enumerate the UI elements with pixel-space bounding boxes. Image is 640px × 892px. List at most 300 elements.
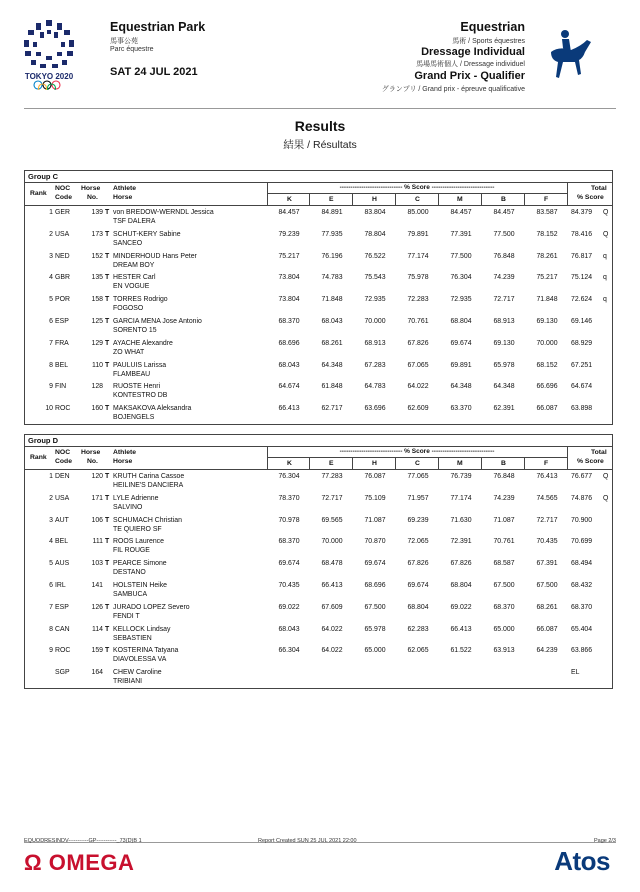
total-cell: 63.866 <box>571 647 593 655</box>
horse-cell: SEBASTIEN <box>113 634 152 642</box>
athlete-cell: von BREDOW-WERNDL Jessica <box>113 209 214 216</box>
athlete-cell: SCHUT-KERY Sabine <box>113 230 181 238</box>
col-pct-score: ----------------------------- % Score ----------------------------- <box>339 448 495 455</box>
table-row <box>25 250 612 272</box>
col-athlete: Athlete <box>113 449 137 456</box>
rank-cell: 8 <box>49 361 53 369</box>
table-row <box>25 579 612 601</box>
judge-score-cell: 66.413 <box>450 625 472 633</box>
col-judge-b: B <box>501 460 506 467</box>
judge-score-cell: 76.304 <box>278 473 300 480</box>
rank-cell: 4 <box>49 538 53 546</box>
judge-score-cell: 76.304 <box>450 274 472 282</box>
athlete-cell: ROOS Laurence <box>113 538 164 546</box>
event-name: Dressage Individual <box>421 46 525 58</box>
total-cell: 64.674 <box>571 383 593 391</box>
col-horse: Horse <box>81 449 101 456</box>
judge-score-cell: 68.913 <box>364 339 386 347</box>
judge-score-cell: 75.217 <box>536 274 558 282</box>
table-body <box>25 470 612 688</box>
col-total: Total <box>591 449 607 456</box>
rank-cell: 1 <box>49 473 53 480</box>
horse-cell: SORENTO 15 <box>113 326 157 334</box>
horse-cell: FIL ROUGE <box>113 547 150 555</box>
judge-score-cell: 68.043 <box>278 625 300 633</box>
rank-cell: 9 <box>49 647 53 655</box>
judge-score-cell: 62.283 <box>407 625 429 633</box>
judge-score-cell: 66.087 <box>536 625 558 633</box>
col-judge-h: H <box>372 460 377 467</box>
judge-score-cell: 79.239 <box>278 230 300 238</box>
judge-score-cell: 68.043 <box>321 317 343 325</box>
judge-score-cell: 69.674 <box>278 560 300 568</box>
horse-no-cell: 139 <box>91 209 103 216</box>
judge-score-cell: 67.500 <box>364 603 386 611</box>
judge-score-cell: 71.630 <box>450 516 472 524</box>
total-cell: 74.876 <box>571 494 593 502</box>
total-cell: EL <box>571 669 580 677</box>
judge-score-cell: 67.826 <box>407 560 429 568</box>
venue-name-fr: Parc équestre <box>110 46 154 53</box>
col-total-score: % Score <box>577 194 604 201</box>
col-pct-score: ----------------------------- % Score ----------------------------- <box>339 184 495 191</box>
page-title: Results <box>294 118 346 134</box>
judge-score-cell: 76.196 <box>321 252 343 260</box>
judge-score-cell: 79.891 <box>407 230 429 238</box>
col-judge-c: C <box>415 196 420 203</box>
judge-score-cell: 67.500 <box>536 581 558 589</box>
judge-score-cell: 68.261 <box>321 339 343 347</box>
sport-name: Equestrian <box>460 20 525 34</box>
athlete-cell: HOLSTEIN Heike <box>113 581 167 589</box>
total-cell: 75.124 <box>571 274 593 282</box>
judge-score-cell: 66.696 <box>536 383 558 391</box>
venue-name-ja: 馬事公苑 <box>110 38 138 45</box>
col-judge-m: M <box>457 460 463 467</box>
team-marker-cell: T <box>105 560 110 568</box>
judge-score-cell: 68.913 <box>493 317 515 325</box>
venue-name: Equestrian Park <box>110 20 206 34</box>
judge-score-cell: 77.065 <box>407 473 429 480</box>
team-marker-cell: T <box>105 274 110 282</box>
group-title: Group C <box>25 171 612 183</box>
rank-cell: 2 <box>49 494 53 502</box>
sport-name-translations: 馬術 / Sports équestres <box>452 38 525 45</box>
rank-cell: 7 <box>49 603 53 611</box>
judge-score-cell: 68.587 <box>493 560 515 568</box>
noc-cell: FIN <box>55 383 67 391</box>
qualification-cell: Q <box>603 473 609 480</box>
judge-score-cell: 66.413 <box>321 581 343 589</box>
horse-no-cell: 126 <box>91 603 103 611</box>
total-cell: 70.900 <box>571 516 593 524</box>
col-judge-e: E <box>329 196 334 203</box>
judge-score-cell: 72.717 <box>321 494 343 502</box>
judge-score-cell: 69.022 <box>278 603 300 611</box>
team-marker-cell: T <box>105 538 110 546</box>
judge-score-cell: 71.848 <box>536 296 558 304</box>
total-cell: 68.929 <box>571 339 593 347</box>
horse-no-cell: 125 <box>91 317 103 325</box>
team-marker-cell: T <box>105 252 110 260</box>
noc-cell: AUS <box>55 560 70 568</box>
table-row <box>25 470 612 492</box>
report-code: EQUODRESINDV-----------GP-----------_73(D)B 1 <box>24 838 142 844</box>
judge-score-cell: 68.370 <box>278 538 300 546</box>
judge-score-cell: 72.391 <box>450 538 472 546</box>
noc-cell: ROC <box>55 647 71 655</box>
team-marker-cell: T <box>105 494 110 502</box>
judge-score-cell: 69.130 <box>536 317 558 325</box>
rank-cell: 6 <box>49 317 53 325</box>
horse-cell: ZO WHAT <box>113 348 145 356</box>
horse-no-cell: 141 <box>91 581 103 589</box>
judge-score-cell: 77.174 <box>407 252 429 260</box>
noc-cell: ROC <box>55 405 71 413</box>
table-row <box>25 206 612 228</box>
col-judge-b: B <box>501 196 506 203</box>
col-athlete: Athlete <box>113 185 137 192</box>
report-created: Report Created SUN 25 JUL 2021 22:00 <box>258 838 357 844</box>
judge-score-cell: 85.000 <box>407 209 429 216</box>
rank-cell: 3 <box>49 516 53 524</box>
judge-score-cell: 70.761 <box>493 538 515 546</box>
team-marker-cell: T <box>105 405 110 413</box>
col-judge-k: K <box>287 460 292 467</box>
judge-score-cell: 68.370 <box>493 603 515 611</box>
horse-cell: SANCEO <box>113 239 143 247</box>
judge-score-cell: 67.826 <box>450 560 472 568</box>
team-marker-cell: T <box>105 209 110 216</box>
judge-score-cell: 68.804 <box>450 317 472 325</box>
team-marker-cell: T <box>105 647 110 655</box>
table-row <box>25 623 612 645</box>
header-divider <box>24 108 616 109</box>
judge-score-cell: 75.543 <box>364 274 386 282</box>
judge-score-cell: 64.022 <box>321 625 343 633</box>
total-cell: 63.898 <box>571 405 593 413</box>
rank-cell: 5 <box>49 296 53 304</box>
judge-score-cell: 71.087 <box>493 516 515 524</box>
col-rank: Rank <box>30 190 47 197</box>
noc-cell: POR <box>55 296 70 304</box>
judge-score-cell: 70.978 <box>278 516 300 524</box>
col-judge-k: K <box>287 196 292 203</box>
table-header <box>25 183 612 206</box>
horse-no-cell: 171 <box>91 494 103 502</box>
col-noc: NOC <box>55 185 71 192</box>
judge-score-cell: 64.022 <box>321 647 343 655</box>
rank-cell: 5 <box>49 560 53 568</box>
judge-score-cell: 62.609 <box>407 405 429 413</box>
judge-score-cell: 66.087 <box>536 405 558 413</box>
group-title: Group D <box>25 435 612 447</box>
team-marker-cell: T <box>105 603 110 611</box>
horse-no-cell: 120 <box>91 473 103 480</box>
col-total: Total <box>591 185 607 192</box>
judge-score-cell: 62.391 <box>493 405 515 413</box>
judge-score-cell: 69.891 <box>450 361 472 369</box>
rank-cell: 7 <box>49 339 53 347</box>
judge-score-cell: 72.717 <box>536 516 558 524</box>
dressage-pictogram-icon <box>545 28 595 84</box>
judge-score-cell: 66.304 <box>278 647 300 655</box>
judge-score-cell: 84.891 <box>321 209 343 216</box>
horse-no-cell: 103 <box>91 560 103 568</box>
horse-cell: DIAVOLESSA VA <box>113 656 167 664</box>
tokyo-2020-emblem <box>18 18 80 90</box>
judge-score-cell: 71.957 <box>407 494 429 502</box>
judge-score-cell: 68.261 <box>536 603 558 611</box>
athlete-cell: TORRES Rodrigo <box>113 296 168 304</box>
table-row <box>25 492 612 514</box>
col-no: No. <box>87 194 98 201</box>
table-header <box>25 447 612 470</box>
judge-score-cell: 71.087 <box>364 516 386 524</box>
athlete-cell: MINDERHOUD Hans Peter <box>113 252 197 260</box>
judge-score-cell: 68.804 <box>407 603 429 611</box>
athlete-cell: PAULUIS Larissa <box>113 361 167 369</box>
event-date: SAT 24 JUL 2021 <box>110 66 198 78</box>
judge-score-cell: 70.435 <box>278 581 300 589</box>
rank-cell: 1 <box>49 209 53 216</box>
judge-score-cell: 75.978 <box>407 274 429 282</box>
table-row <box>25 380 612 402</box>
judge-score-cell: 74.565 <box>536 494 558 502</box>
horse-no-cell: 111 <box>92 538 103 546</box>
judge-score-cell: 72.935 <box>364 296 386 304</box>
judge-score-cell: 84.457 <box>450 209 472 216</box>
horse-no-cell: 129 <box>91 339 103 347</box>
results-table-group-c <box>24 170 613 425</box>
horse-no-cell: 158 <box>91 296 103 304</box>
athlete-cell: GARCIA MENA Jose Antonio <box>113 317 202 325</box>
col-judge-m: M <box>457 196 463 203</box>
judge-score-cell: 72.935 <box>450 296 472 304</box>
judge-score-cell: 73.804 <box>278 296 300 304</box>
judge-score-cell: 78.804 <box>364 230 386 238</box>
judge-score-cell: 77.283 <box>321 473 343 480</box>
total-cell: 67.251 <box>571 361 593 369</box>
total-cell: 69.146 <box>571 317 593 325</box>
total-cell: 65.404 <box>571 625 593 633</box>
results-table-group-d <box>24 434 613 689</box>
judge-score-cell: 70.000 <box>536 339 558 347</box>
col-judge-h: H <box>372 196 377 203</box>
judge-score-cell: 63.370 <box>450 405 472 413</box>
judge-score-cell: 77.500 <box>450 252 472 260</box>
judge-score-cell: 68.478 <box>321 560 343 568</box>
judge-score-cell: 69.022 <box>450 603 472 611</box>
noc-cell: USA <box>55 494 70 502</box>
col-judge-f: F <box>544 196 549 203</box>
noc-cell: ESP <box>55 317 69 325</box>
table-row <box>25 535 612 557</box>
judge-score-cell: 68.804 <box>450 581 472 589</box>
phase-name-translations: グランプリ / Grand prix - épreuve qualificative <box>381 86 525 93</box>
judge-score-cell: 83.587 <box>536 209 558 216</box>
total-cell: 72.624 <box>571 296 593 304</box>
judge-score-cell: 67.609 <box>321 603 343 611</box>
rank-cell: 4 <box>49 274 53 282</box>
qualification-cell: Q <box>603 494 609 502</box>
table-row <box>25 601 612 623</box>
table-row <box>25 228 612 250</box>
judge-score-cell: 76.848 <box>493 252 515 260</box>
judge-score-cell: 67.500 <box>493 581 515 589</box>
rank-cell: 9 <box>49 383 53 391</box>
total-cell: 70.699 <box>571 538 593 546</box>
emblem-icon <box>18 18 80 90</box>
noc-cell: NED <box>55 252 70 260</box>
judge-score-cell: 68.696 <box>278 339 300 347</box>
judge-score-cell: 76.522 <box>364 252 386 260</box>
judge-score-cell: 63.913 <box>493 647 515 655</box>
judge-score-cell: 61.848 <box>321 383 343 391</box>
judge-score-cell: 68.696 <box>364 581 386 589</box>
table-row <box>25 271 612 293</box>
qualification-cell: Q <box>603 209 609 216</box>
judge-score-cell: 77.935 <box>321 230 343 238</box>
judge-score-cell: 84.457 <box>278 209 300 216</box>
noc-cell: USA <box>55 230 70 238</box>
judge-score-cell: 67.065 <box>407 361 429 369</box>
judge-score-cell: 64.348 <box>321 361 343 369</box>
noc-cell: BEL <box>55 361 69 369</box>
omega-wordmark: OMEGA <box>48 850 135 875</box>
table-row <box>25 644 612 666</box>
team-marker-cell: T <box>105 339 110 347</box>
horse-cell: SAMBUCA <box>113 590 148 598</box>
horse-no-cell: 110 <box>92 361 103 369</box>
judge-score-cell: 67.826 <box>407 339 429 347</box>
col-judge-e: E <box>329 460 334 467</box>
athlete-cell: PEARCE Simone <box>113 560 167 568</box>
horse-no-cell: 152 <box>91 252 103 260</box>
table-row <box>25 402 612 424</box>
judge-score-cell: 65.000 <box>493 625 515 633</box>
athlete-cell: AYACHE Alexandre <box>113 339 173 347</box>
judge-score-cell: 69.565 <box>321 516 343 524</box>
rank-cell: 8 <box>49 625 53 633</box>
qualification-cell: Q <box>603 230 609 238</box>
judge-score-cell: 65.978 <box>364 625 386 633</box>
col-horse: Horse <box>81 185 101 192</box>
horse-cell: TSF DALERA <box>113 218 156 225</box>
judge-score-cell: 77.500 <box>493 230 515 238</box>
table-body <box>25 206 612 424</box>
judge-score-cell: 73.804 <box>278 274 300 282</box>
page-title-translations: 結果 / Résultats <box>283 139 357 151</box>
omega-logo <box>24 850 134 876</box>
col-code: Code <box>55 458 72 465</box>
judge-score-cell: 72.717 <box>493 296 515 304</box>
judge-score-cell: 64.239 <box>536 647 558 655</box>
horse-cell: SALVINO <box>113 503 143 511</box>
qualification-cell: q <box>603 252 607 260</box>
athlete-cell: HESTER Carl <box>113 274 156 282</box>
noc-cell: AUT <box>55 516 69 524</box>
judge-score-cell: 71.848 <box>321 296 343 304</box>
horse-no-cell: 159 <box>91 647 103 655</box>
judge-score-cell: 78.261 <box>536 252 558 260</box>
phase-name: Grand Prix - Qualifier <box>414 70 525 82</box>
horse-cell: FLAMBEAU <box>113 370 151 378</box>
horse-cell: DREAM BOY <box>113 261 155 269</box>
horse-cell: FOGOSO <box>113 305 144 313</box>
judge-score-cell: 70.000 <box>364 317 386 325</box>
horse-no-cell: 160 <box>91 405 103 413</box>
team-marker-cell: T <box>105 516 110 524</box>
table-row <box>25 359 612 381</box>
horse-cell: KONTESTRO DB <box>113 392 168 400</box>
horse-cell: TRIBIANI <box>113 678 143 686</box>
judge-score-cell: 70.870 <box>364 538 386 546</box>
judge-score-cell: 69.239 <box>407 516 429 524</box>
judge-score-cell: 74.783 <box>321 274 343 282</box>
rank-cell: 2 <box>49 230 53 238</box>
omega-symbol-icon: Ω <box>24 850 49 875</box>
horse-cell: BOJENGELS <box>113 414 155 422</box>
athlete-cell: CHEW Caroline <box>113 669 162 677</box>
col-horse-name: Horse <box>113 458 133 465</box>
judge-score-cell: 77.391 <box>450 230 472 238</box>
judge-score-cell: 74.239 <box>493 494 515 502</box>
team-marker-cell: T <box>105 296 110 304</box>
rank-cell: 10 <box>45 405 53 413</box>
col-noc: NOC <box>55 449 71 456</box>
team-marker-cell: T <box>105 361 110 369</box>
judge-score-cell: 70.000 <box>321 538 343 546</box>
judge-score-cell: 74.239 <box>493 274 515 282</box>
athlete-cell: SCHUMACH Christian <box>113 516 182 524</box>
team-marker-cell: T <box>105 230 110 238</box>
col-horse-name: Horse <box>113 194 133 201</box>
noc-cell: ESP <box>55 603 69 611</box>
judge-score-cell: 67.283 <box>364 361 386 369</box>
col-rank: Rank <box>30 454 47 461</box>
svg-text:TOKYO 2020: TOKYO 2020 <box>24 72 74 81</box>
total-cell: 84.379 <box>571 209 593 216</box>
team-marker-cell: T <box>105 317 110 325</box>
rank-cell: 3 <box>49 252 53 260</box>
athlete-cell: KELLOCK Lindsay <box>113 625 171 633</box>
judge-score-cell: 66.413 <box>278 405 300 413</box>
judge-score-cell: 76.087 <box>364 473 386 480</box>
col-judge-c: C <box>415 460 420 467</box>
judge-score-cell: 84.457 <box>493 209 515 216</box>
athlete-cell: LYLE Adrienne <box>113 494 159 502</box>
horse-no-cell: 164 <box>91 669 103 677</box>
noc-cell: FRA <box>55 339 69 347</box>
judge-score-cell: 70.435 <box>536 538 558 546</box>
total-cell: 68.494 <box>571 560 593 568</box>
athlete-cell: KRUTH Carina Cassoe <box>113 473 185 480</box>
horse-no-cell: 173 <box>91 230 103 238</box>
judge-score-cell: 62.717 <box>321 405 343 413</box>
horse-no-cell: 106 <box>91 516 103 524</box>
table-row <box>25 293 612 315</box>
horse-cell: HEILINE'S DANCIERA <box>113 482 184 489</box>
col-judge-f: F <box>544 460 549 467</box>
event-name-translations: 馬場馬術個人 / Dressage individuel <box>416 61 525 68</box>
judge-score-cell: 69.674 <box>407 581 429 589</box>
noc-cell: DEN <box>55 473 70 480</box>
total-cell: 78.416 <box>571 230 593 238</box>
judge-score-cell: 72.283 <box>407 296 429 304</box>
judge-score-cell: 75.217 <box>278 252 300 260</box>
total-cell: 68.370 <box>571 603 593 611</box>
